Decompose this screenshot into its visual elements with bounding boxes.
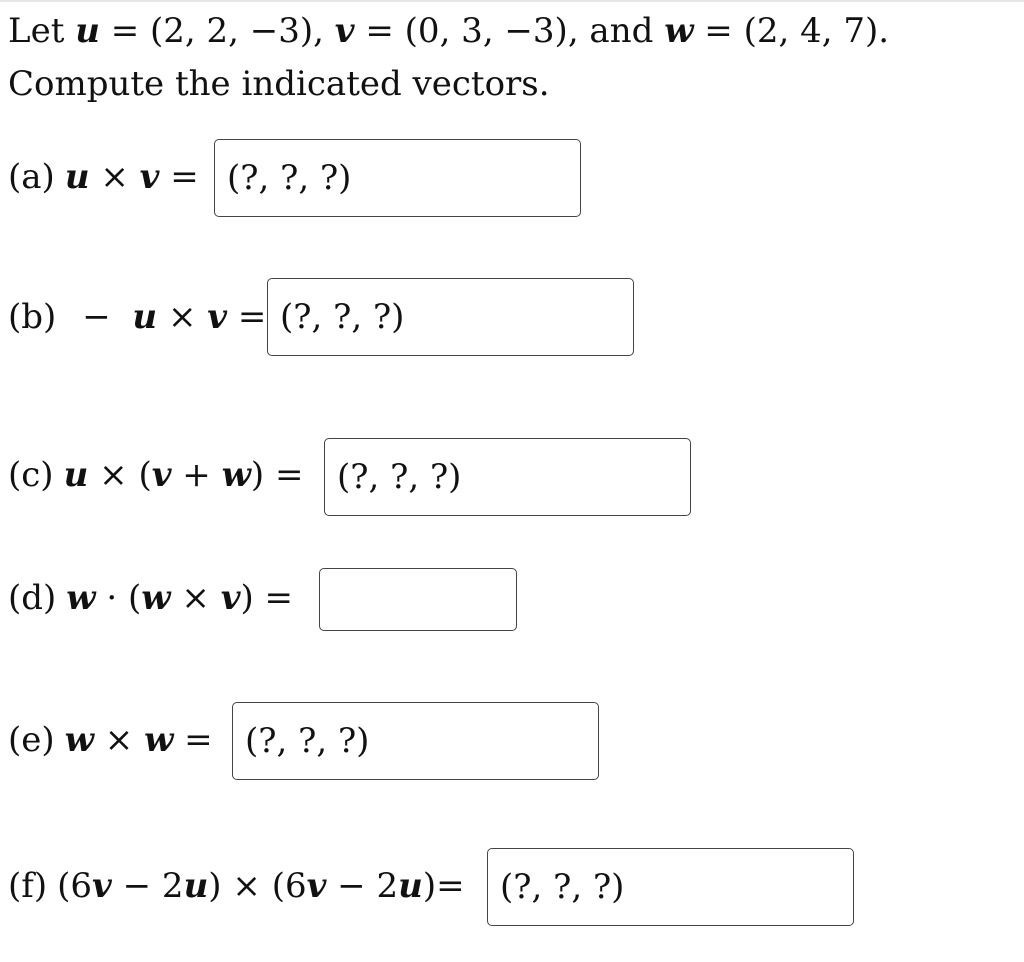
part-e-label: (e) — [8, 720, 55, 760]
cross-symbol: × — [99, 455, 128, 495]
v-symbol: v — [92, 866, 112, 906]
equals-symbol: = — [436, 866, 465, 906]
v-symbol: v — [139, 157, 160, 197]
minus-symbol: − — [337, 866, 366, 906]
left-paren: ( — [57, 866, 71, 906]
part-b-expression — [8, 297, 266, 337]
part-d-label: (d) — [8, 578, 57, 618]
minus-symbol: − — [82, 297, 111, 337]
w-symbol: w — [664, 11, 694, 51]
equals-symbol: = — [274, 455, 304, 495]
coef-six: 6 — [284, 866, 307, 906]
equals-symbol: = — [237, 297, 267, 337]
part-e-answer-input[interactable] — [232, 702, 599, 780]
u-symbol: u — [63, 455, 89, 495]
equals-symbol: = — [170, 157, 199, 197]
left-paren: ( — [138, 455, 152, 495]
part-f-label: (f) — [8, 866, 48, 906]
v-symbol: v — [207, 297, 228, 337]
u-symbol: u — [183, 866, 209, 906]
minus-symbol: − — [122, 866, 152, 906]
part-e-expression — [8, 720, 213, 760]
part-d-answer-input[interactable] — [319, 568, 517, 631]
w-symbol: w — [66, 578, 96, 618]
cross-symbol: × — [167, 297, 197, 337]
right-paren: ) — [208, 866, 222, 906]
v-value: = (0, 3, −3), and — [365, 11, 654, 51]
w-symbol: w — [141, 578, 171, 618]
u-symbol: u — [75, 11, 100, 51]
cross-symbol: × — [232, 866, 261, 906]
right-paren: ) — [422, 866, 437, 906]
coef-six: 6 — [70, 866, 93, 906]
v-symbol: v — [306, 866, 327, 906]
left-paren: ( — [271, 866, 285, 906]
cross-symbol: × — [100, 157, 129, 197]
dot-symbol: · — [106, 578, 118, 618]
part-c-answer-input[interactable] — [324, 438, 691, 516]
w-value: = (2, 4, 7). — [704, 11, 890, 51]
equals-symbol: = — [264, 578, 294, 618]
part-f-expression — [8, 866, 465, 906]
part-c-label: (c) — [8, 455, 54, 495]
part-a-expression — [8, 157, 199, 197]
u-symbol: u — [64, 157, 90, 197]
left-paren: ( — [128, 578, 142, 618]
part-a-answer-input[interactable] — [214, 139, 581, 217]
problem-statement-line1 — [8, 11, 889, 51]
right-paren: ) — [250, 455, 265, 495]
let-word: Let — [8, 11, 65, 51]
part-c-expression — [8, 455, 303, 495]
u-value: = (2, 2, −3), — [110, 11, 324, 51]
w-symbol: w — [221, 455, 251, 495]
u-symbol: u — [398, 866, 423, 906]
coef-two: 2 — [161, 866, 184, 906]
right-paren: ) — [240, 578, 254, 618]
plus-symbol: + — [182, 455, 211, 495]
w-symbol: w — [144, 720, 174, 760]
coef-two: 2 — [376, 866, 399, 906]
problem-statement-line2: Compute the indicated vectors. — [8, 64, 550, 104]
v-symbol: v — [220, 578, 241, 618]
v-symbol: v — [334, 11, 355, 51]
v-symbol: v — [151, 455, 172, 495]
part-d-expression — [8, 578, 293, 618]
w-symbol: w — [64, 720, 94, 760]
part-f-answer-input[interactable] — [487, 848, 854, 926]
part-b-answer-input[interactable] — [267, 278, 634, 356]
part-b-label: (b) — [8, 297, 57, 337]
equals-symbol: = — [184, 720, 213, 760]
u-symbol: u — [132, 297, 158, 337]
part-a-label: (a) — [8, 157, 55, 197]
top-border — [0, 0, 1024, 2]
cross-symbol: × — [104, 720, 134, 760]
cross-symbol: × — [181, 578, 210, 618]
